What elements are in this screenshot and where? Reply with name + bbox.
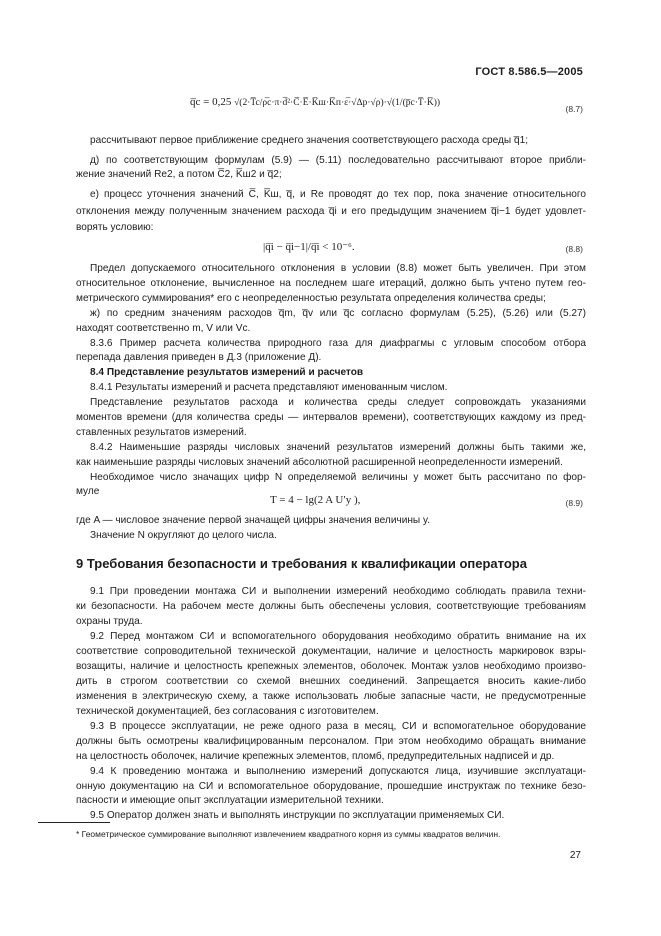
text-line: 8.3.6 Пример расчета количества природного газа для диафрагмы с угловым способом отбора [90, 338, 586, 349]
text-line: возащиты, наличие и целостность крепежных элементов, оболочек. Монтаж узлов необходимо произво- [76, 661, 586, 672]
page-number: 27 [569, 850, 581, 861]
text-line: должны быть осмотрены квалифицированным персоналом. При этом необходимо обращать внимание [76, 736, 586, 747]
text-line: 9.3 В процессе эксплуатации, не реже одного раза в месяц, СИ и вспомогательное оборудование [90, 721, 586, 732]
text-line: находят соответственно m, V или Vc. [76, 323, 251, 334]
text-line: ки безопасности. На рабочем месте должны быть обеспечены условия, соответствующие требованиям [76, 601, 586, 612]
text-line: 8.4.2 Наименьшие разряды числовых значений результатов измерений должны быть такими же, [90, 442, 586, 453]
text-line: перепада давления приведен в Д.3 (приложение Д). [76, 352, 322, 363]
formula-8-7-lhs: q̅c = 0,25 [190, 96, 232, 108]
subsection-heading-8-4: 8.4 Представление результатов измерений и расчетов [90, 367, 364, 378]
text-line: метрического суммирования* его с неопределенностью результата определения количества среды; [76, 293, 546, 304]
text-line: отклонения между полученным значением расхода q̅i и его предыдущим значением q̅i−1 будет удовлет- [76, 206, 586, 217]
footnote: * Геометрическое суммирование выполняют извлечением квадратного корня из суммы квадратов величин. [76, 829, 501, 839]
text-line: пасности и имеющие опыт эксплуатации измерительной техники. [76, 795, 384, 806]
text-line: изменения в электрическую схему, а также использовать любые запасные части, не предусмотренные [76, 691, 586, 702]
text-line: рассчитывают первое приближение среднего значения соответствующего расхода среды q̅1; [90, 135, 528, 146]
text-line: как наименьшие разряды числовых значений абсолютной расширенной неопределенности измерений. [76, 457, 563, 468]
text-line: муле [76, 486, 100, 497]
text-line: относительное отклонение, вычисленное на последнем шаге итераций, должно быть учтено путем гео- [76, 278, 586, 289]
text-line: 8.4.1 Результаты измерений и расчета представляют именованным числом. [90, 382, 448, 393]
section-heading-9: 9 Требования безопасности и требования к квалификации оператора [76, 556, 527, 571]
text-line: соответствие сопроводительной технической документации, наличие и целостность маркировок взры- [76, 646, 586, 657]
text-line: 9.1 При проведении монтажа СИ и выполнении измерений необходимо соблюдать правила техни- [90, 586, 586, 597]
formula-8-8: |q̅i − q̅i−1|/q̅i < 10⁻⁶. [263, 241, 355, 253]
text-line: Необходимое число значащих цифр N определяемой величины y может быть рассчитано по фор- [90, 472, 586, 483]
text-line: 9.2 Перед монтажом СИ и вспомогательного оборудования необходимо обратить внимание на их [90, 631, 586, 642]
text-line: ставленных результатов измерений. [76, 427, 247, 438]
equation-number-8-8: (8.8) [565, 244, 583, 254]
text-line: ж) по средним значениям расходов q̅m, q̅v или q̅c согласно формулам (5.25), (5.26) или (5.27) [90, 308, 586, 319]
text-line: Представление результатов расхода и количества среды следует сопровождать указаниями [90, 397, 586, 408]
text-line: д) по соответствующим формулам (5.9) — (5.11) последовательно рассчитывают второе прибли- [90, 155, 586, 166]
text-line: технической документацией, без согласования с изготовителем. [76, 706, 379, 717]
formula-8-7 [190, 96, 440, 108]
text-line: 9.5 Оператор должен знать и выполнять инструкции по эксплуатации применяемых СИ. [90, 810, 505, 821]
footnote-divider [38, 822, 110, 823]
text-line: моментов времени (для количества среды — интервалов времени), соответствующих каждому из пред- [76, 412, 586, 423]
text-line: жение значений Re2, а потом C̅2, K̅ш2 и q̅2; [76, 169, 282, 180]
text-line: на целостность оболочек, наличие крепежных элементов, пломб, предупредительных надписей и др. [76, 751, 555, 762]
text-line: 9.4 К проведению монтажа и выполнению измерений допускаются лица, изучившие эксплуатаци- [90, 766, 586, 777]
text-line: дить в строгом соответствии со схемой внешних соединений. Запрещается вносить какие-либо [76, 676, 586, 687]
equation-number-8-7: (8.7) [565, 104, 583, 114]
formula-8-9: T = 4 − lg(2 A U′y ), [270, 494, 361, 506]
standard-header: ГОСТ 8.586.5—2005 [475, 66, 583, 78]
text-line: Предел допускаемого относительного отклонения в условии (8.8) может быть увеличен. При этом [90, 263, 586, 274]
text-line: е) процесс уточнения значений C̅, K̅ш, q̅, и Re проводят до тех пор, пока значение относительного [90, 189, 586, 200]
text-line: где A — числовое значение первой значащей цифры значения величины y. [76, 515, 431, 526]
formula-8-7-body: √(2·T̅c/ρ̅c·π·d̅²·C̅·E̅·K̅ш·K̅п·ε̅·√Δp·√ρ)·√(1/(p̅c·T̅·K̅)) [234, 98, 441, 108]
text-line: охраны труда. [76, 616, 143, 627]
text-line: онную документацию на СИ и вспомогательное оборудование, прошедшие инструктаж по технике безо- [76, 781, 586, 792]
text-line: Значение N округляют до целого числа. [90, 530, 277, 541]
equation-number-8-9: (8.9) [565, 498, 583, 508]
text-line: ворять условию: [76, 222, 154, 233]
